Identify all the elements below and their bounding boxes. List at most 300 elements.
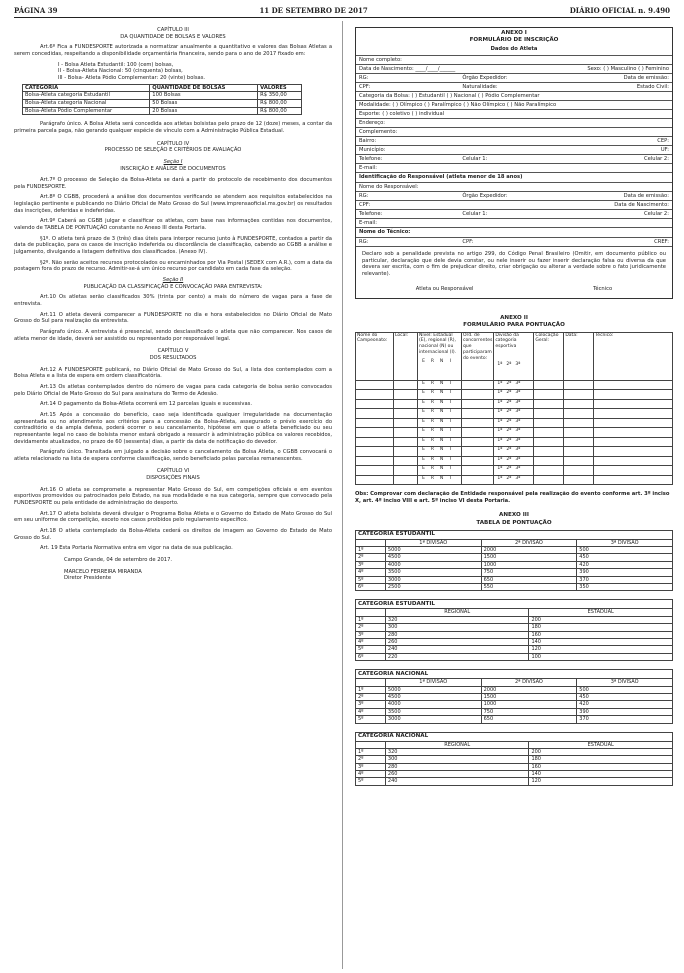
form-field-label: Data de Nascimento: ____/____/______ <box>359 65 456 72</box>
gazette-issue: DIÁRIO OFICIAL n. 9.490 <box>569 5 670 15</box>
table-cell <box>564 447 594 457</box>
table-header: QUANTIDADE DE BOLSAS <box>150 84 258 92</box>
table-row <box>356 686 673 693</box>
table-row <box>356 576 673 583</box>
level-option: E <box>422 475 425 481</box>
table-header: Técnico: <box>594 332 673 380</box>
table-cell <box>494 447 534 457</box>
scoring-table <box>355 669 673 723</box>
form-row <box>356 73 672 82</box>
table-header <box>356 679 386 686</box>
table-row <box>356 428 673 438</box>
table-cell <box>356 428 394 438</box>
level-option: N <box>439 399 444 405</box>
form-field-label: Sexo: ( ) Masculino ( ) Feminino <box>587 65 669 72</box>
level-option: N <box>439 380 444 386</box>
table-cell: Bolsa-Atleta categoria Estudantil <box>23 92 150 100</box>
scoring-table <box>355 599 673 661</box>
division-option: 2ª <box>506 380 512 386</box>
division-option: 1ª <box>497 456 503 462</box>
level-option: N <box>439 390 444 396</box>
division-option: 1ª <box>497 428 503 434</box>
form-row <box>356 55 672 64</box>
table-cell: 1º <box>356 686 386 693</box>
table-row <box>356 716 673 723</box>
table-cell: 4º <box>356 569 386 576</box>
table-cell: 3º <box>356 763 386 770</box>
level-option: I <box>449 390 452 396</box>
form-row <box>356 209 672 218</box>
form-row <box>356 145 672 154</box>
table-cell <box>356 399 394 409</box>
bolsa-items <box>58 62 332 82</box>
table-cell: 220 <box>385 653 529 660</box>
table-cell <box>418 475 462 485</box>
level-option: E <box>422 409 425 415</box>
table-cell: 3º <box>356 701 386 708</box>
table-cell: Bolsa-Atleta Pódio Complementar <box>23 107 150 115</box>
table-cell <box>534 447 564 457</box>
level-option: E <box>422 466 425 472</box>
division-option: 3ª <box>515 475 521 481</box>
table-cell <box>534 380 564 390</box>
level-option: I <box>449 399 452 405</box>
table-cell: 4500 <box>385 693 481 700</box>
table-cell: 550 <box>481 584 577 591</box>
table-cell: 100 <box>529 653 673 660</box>
table-cell: 750 <box>481 569 577 576</box>
table-cell <box>356 475 394 485</box>
table-cell: 5º <box>356 646 386 653</box>
section-2-subtitle: PUBLICAÇÃO DA CLASSIFICAÇÃO E CONVOCAÇÃO PARA ENTREVISTA: <box>83 283 263 290</box>
form-field-label: RG: <box>359 74 369 81</box>
table-header <box>356 741 386 748</box>
division-option: 1ª <box>497 447 503 453</box>
division-option: 3ª <box>515 447 521 453</box>
table-cell <box>462 409 494 419</box>
table-cell <box>418 409 462 419</box>
level-option: R <box>430 409 435 415</box>
form-field-label: CPF: <box>359 201 371 208</box>
table-cell: 200 <box>529 748 673 755</box>
level-option: R <box>430 456 435 462</box>
table-header: CATEGORIA <box>23 84 150 92</box>
level-header <box>418 332 462 380</box>
table-header: REGIONAL <box>385 741 529 748</box>
level-option: E <box>422 456 425 462</box>
table-row <box>356 748 673 755</box>
chapter-3-title: CAPÍTULO III <box>157 27 189 33</box>
table-header: Local: <box>394 332 418 380</box>
anexo-2-subtitle: FORMULÁRIO PARA PONTUAÇÃO <box>463 322 565 329</box>
table-cell <box>418 380 462 390</box>
table-cell <box>356 456 394 466</box>
table-cell: R <box>430 358 435 364</box>
form-field-label: Município: <box>359 146 386 153</box>
form-field-label: RG: <box>359 192 369 199</box>
table-cell: 5º <box>356 716 386 723</box>
article-9: Art.9º Caberá ao CGBB julgar e classificar os atletas, com base nas informações contidas nos documentos, valendo de TABELA DE PONTUAÇÃO constante no Anexo III desta Portaria. <box>14 218 332 232</box>
table-cell: 180 <box>529 756 673 763</box>
table-row <box>356 638 673 645</box>
division-option: 1ª <box>497 418 503 424</box>
table-cell: 2500 <box>385 584 481 591</box>
table-cell <box>534 466 564 476</box>
category-title: CATEGORIA NACIONAL <box>356 732 673 741</box>
table-cell: 6º <box>356 584 386 591</box>
table-cell: 120 <box>529 646 673 653</box>
table-row <box>356 466 673 476</box>
table-cell <box>594 390 673 400</box>
division-option: 1ª <box>497 399 503 405</box>
table-cell <box>418 437 462 447</box>
division-option: 3ª <box>515 466 521 472</box>
table-cell: 320 <box>385 748 529 755</box>
level-option: I <box>449 447 452 453</box>
table-cell <box>594 456 673 466</box>
table-cell <box>394 466 418 476</box>
table-cell: 4000 <box>385 561 481 568</box>
table-header: 2ª DIVISÃO <box>481 679 577 686</box>
division-option: 2ª <box>506 466 512 472</box>
article-17: Art.17 O atleta bolsista deverá divulgar o Programa Bolsa Atleta e o Governo do Estado de Mato Grosso do Sul em seu uniforme de competição, exceto nos casos proibidos pelo regulamento específico. <box>14 510 332 524</box>
guardian-heading: Identificação do Responsável (atleta menor de 18 anos) <box>356 172 672 182</box>
form-row <box>356 200 672 209</box>
table-cell: 4º <box>356 638 386 645</box>
chapter-5-title: CAPÍTULO V <box>157 348 189 355</box>
table-cell <box>418 466 462 476</box>
table-header-row <box>356 332 673 380</box>
table-cell: 1º <box>356 616 386 623</box>
form-field-label: Celular 2: <box>643 210 669 217</box>
anexo-3-subtitle: TABELA DE PONTUAÇÃO <box>476 519 552 526</box>
table-cell: 500 <box>577 686 673 693</box>
section-2-title: Seção II <box>162 277 184 284</box>
form-row <box>356 182 672 191</box>
form-field-label: CREF: <box>654 238 669 245</box>
table-row <box>356 756 673 763</box>
division-option: 1ª <box>497 409 503 415</box>
table-cell <box>394 428 418 438</box>
table-cell <box>356 466 394 476</box>
table-cell <box>462 456 494 466</box>
division-option: 3ª <box>515 380 521 386</box>
level-option: R <box>430 466 435 472</box>
table-cell <box>494 437 534 447</box>
division-option: 1ª <box>497 466 503 472</box>
table-cell: 4º <box>356 708 386 715</box>
table-header-row <box>356 679 673 686</box>
table-cell <box>534 399 564 409</box>
chapter-4-heading <box>14 141 332 154</box>
table-cell <box>494 399 534 409</box>
table-cell <box>394 447 418 457</box>
level-option: R <box>430 390 435 396</box>
place-date: Campo Grande, 04 de setembro de 2017. <box>64 557 173 564</box>
table-cell <box>594 409 673 419</box>
table-cell <box>594 418 673 428</box>
form-field-label: Estado Civil: <box>636 83 669 90</box>
level-option: I <box>449 437 452 443</box>
table-cell <box>462 380 494 390</box>
article-6: Art.6º Fica a FUNDESPORTE autorizada a normatizar anualmente a quantitativo e valores das Bolsas Atletas a serem concedidas, respeitando a disponibilidade orçamentária financeira, sendo para o ano de 2017 fixado em: <box>14 44 332 57</box>
form-row <box>356 82 672 91</box>
table-cell: 260 <box>385 638 529 645</box>
table-cell <box>564 409 594 419</box>
division-option: 1ª <box>497 390 503 396</box>
division-option: 2ª <box>506 409 512 415</box>
table-cell: 650 <box>481 716 577 723</box>
article-14: Art.14 O pagamento da Bolsa-Atleta ocorrerá em 12 parcelas iguais e sucessivas. <box>40 401 252 408</box>
table-cell: 4º <box>356 771 386 778</box>
table-cell <box>494 456 534 466</box>
table-cell: 2ª <box>506 361 512 367</box>
chapter-5-subtitle: DOS RESULTADOS <box>149 354 197 361</box>
table-row <box>356 584 673 591</box>
table-cell <box>534 437 564 447</box>
table-cell <box>534 456 564 466</box>
table-header-row <box>23 84 302 92</box>
chapter-5-heading <box>14 348 332 361</box>
table-cell <box>394 409 418 419</box>
left-column <box>14 27 332 967</box>
table-cell <box>356 380 394 390</box>
table-row <box>356 653 673 660</box>
form-field-label: CPF: <box>462 238 474 245</box>
table-cell <box>564 428 594 438</box>
table-cell <box>394 399 418 409</box>
table-header-row <box>356 539 673 546</box>
table-cell <box>462 466 494 476</box>
table-cell: 4000 <box>385 701 481 708</box>
issue-date: 11 DE SETEMBRO DE 2017 <box>259 5 368 15</box>
table-cell <box>564 399 594 409</box>
table-cell <box>594 428 673 438</box>
level-option: N <box>439 456 444 462</box>
table-cell: 420 <box>577 561 673 568</box>
table-cell <box>462 447 494 457</box>
table-row <box>356 561 673 568</box>
division-option: 2ª <box>506 399 512 405</box>
table-row <box>356 646 673 653</box>
table-cell <box>462 418 494 428</box>
table-cell: 420 <box>577 701 673 708</box>
form-field-label: CPF: <box>359 83 371 90</box>
paragraph-unico-3: Parágrafo único. Transitada em julgado a decisão sobre o cancelamento da Bolsa Atleta, o CGBB convocará o atleta relacionado na lista de espera conforme classificação, sendo beneficiado pelas parcelas remanescentes. <box>14 449 332 462</box>
form-row <box>356 100 672 109</box>
table-cell <box>564 456 594 466</box>
table-cell: 370 <box>577 576 673 583</box>
article-8: Art.8º O CGBB, procederá a análise dos documentos verificando se atendem aos requisitos estabelecidos na legislação pertinente e publicando no Diário Oficial de Mato Grosso do Sul (www.imprensaoficial.ms.gov.br) os resultados das inscrições, deferidas e indeferidas. <box>14 194 332 214</box>
declaration-text: Declaro sob a penalidade prevista no artigo 299, do Código Penal Brasileiro (Omitir, em documento público ou particular, declaração que dele devia constar, ou nele inserir ou fazer inserir declaração falsa ou diversa da que devera ser escrita, com o fim de prejudicar direito, criar obrigação ou alterar a verdade sobre o fato juridicamente relevante). <box>362 250 666 277</box>
table-row <box>356 778 673 785</box>
table-cell: R$ 800,00 <box>258 107 302 115</box>
table-cell: 1000 <box>481 701 577 708</box>
article-11: Art.11 O atleta deverá comparecer a FUNDESPORTE no dia e hora estabelecidos no Diário Oficial de Mato Grosso do Sul para realização da entrevista. <box>14 311 332 325</box>
level-option: I <box>449 380 452 386</box>
table-cell: I <box>449 358 452 364</box>
division-option: 3ª <box>515 418 521 424</box>
table-cell <box>534 390 564 400</box>
page-number: PÁGINA 39 <box>14 5 58 15</box>
table-cell: 390 <box>577 708 673 715</box>
table-cell <box>494 409 534 419</box>
table-cell <box>594 475 673 485</box>
table-cell: 160 <box>529 763 673 770</box>
category-row <box>356 530 673 539</box>
form-field-label: Naturalidade: <box>462 83 498 90</box>
table-cell: 240 <box>385 646 529 653</box>
table-cell <box>356 437 394 447</box>
division-option: 3ª <box>515 390 521 396</box>
table-cell <box>494 475 534 485</box>
level-option: N <box>439 447 444 453</box>
form-row <box>356 109 672 118</box>
table-cell <box>534 409 564 419</box>
column-divider <box>342 21 343 969</box>
table-cell <box>356 409 394 419</box>
level-option: R <box>430 428 435 434</box>
division-option: 3ª <box>515 428 521 434</box>
category-row <box>356 732 673 741</box>
table-cell: 2º <box>356 693 386 700</box>
table-cell: 3000 <box>385 576 481 583</box>
form-field-label: Data de Nascimento: <box>614 201 669 208</box>
category-title: CATEGORIA ESTUDANTIL <box>356 530 673 539</box>
level-option: E <box>422 428 425 434</box>
chapter-3-subtitle: DA QUANTIDADE DE BOLSAS E VALORES <box>120 33 226 40</box>
table-cell: 1ª <box>497 361 503 367</box>
form-field-label: E-mail: <box>359 164 378 171</box>
table-cell: 350 <box>577 584 673 591</box>
level-option: N <box>439 428 444 434</box>
declaration-block <box>356 246 672 298</box>
table-cell <box>564 380 594 390</box>
table-header: ESTADUAL <box>529 609 673 616</box>
level-option: R <box>430 475 435 481</box>
bolsa-item: III - Bolsa- Atleta Pódio Complementar: 20 (vinte) bolsas. <box>58 74 206 81</box>
division-labels <box>495 362 532 368</box>
table-row <box>356 763 673 770</box>
table-cell <box>594 380 673 390</box>
signature-block <box>64 557 332 582</box>
table-header: Divisão da categoria esportiva <box>495 332 519 350</box>
form-field-label: Celular 1: <box>462 155 488 162</box>
level-option: I <box>449 466 452 472</box>
coach-heading: Nome do Técnico: <box>356 227 672 237</box>
table-row <box>356 456 673 466</box>
table-cell: 100 Bolsas <box>150 92 258 100</box>
table-cell <box>594 399 673 409</box>
division-option: 2ª <box>506 447 512 453</box>
right-column <box>355 27 673 967</box>
table-cell: 1500 <box>481 693 577 700</box>
paragraph-1: §1º. O atleta terá prazo de 3 (três) dias úteis para interpor recurso junto à FUNDESPORTE, contados a partir da data de publicação, para os casos de inscrição indeferida ou discordância de classificação, cabendo ao CGBB a análise e julgamento, divulgando a listagem definitiva dos classificados. (Anexo IV). <box>14 235 332 256</box>
table-cell <box>462 437 494 447</box>
chapter-6-heading <box>14 468 332 481</box>
table-cell: 3º <box>356 631 386 638</box>
form-row <box>356 136 672 145</box>
table-cell: 3500 <box>385 569 481 576</box>
table-cell: 140 <box>529 638 673 645</box>
table-row <box>356 701 673 708</box>
table-cell: 1º <box>356 748 386 755</box>
table-cell: 240 <box>385 778 529 785</box>
table-cell <box>462 475 494 485</box>
division-option: 3ª <box>515 437 521 443</box>
table-cell: 320 <box>385 616 529 623</box>
level-option: R <box>430 399 435 405</box>
table-cell <box>394 437 418 447</box>
table-cell <box>494 390 534 400</box>
article-16: Art.16 O atleta se compromete a representar Mato Grosso do Sul, em competições oficiais e em eventos esportivos promovidos ou patrocinados pelo Estado, na sua modalidade e na sua categoria, sempre que convocado pela FUNDESPORTE ou pela entidade de administração do desporto. <box>14 486 332 507</box>
table-row <box>356 399 673 409</box>
table-cell: 450 <box>577 554 673 561</box>
table-cell: 3500 <box>385 708 481 715</box>
table-cell <box>462 428 494 438</box>
athlete-data-heading: Dados do Atleta <box>490 46 538 53</box>
table-row <box>356 390 673 400</box>
table-cell <box>564 390 594 400</box>
level-letters <box>419 359 460 365</box>
table-header-row <box>356 741 673 748</box>
category-row <box>356 670 673 679</box>
table-cell: 5º <box>356 778 386 785</box>
table-cell <box>494 380 534 390</box>
level-option: I <box>449 418 452 424</box>
table-header: Data: <box>564 332 594 380</box>
scoring-tables <box>355 530 673 786</box>
article-10: Art.10 Os atletas serão classificados 30% (trinta por cento) a mais do número de vagas para a fase de entrevista. <box>14 294 332 307</box>
level-option: E <box>422 399 425 405</box>
table-cell: R$ 350,00 <box>258 92 302 100</box>
level-option: E <box>422 418 425 424</box>
division-header <box>494 332 534 380</box>
table-cell <box>534 475 564 485</box>
table-cell: 200 <box>529 616 673 623</box>
level-option: N <box>439 466 444 472</box>
table-cell: 180 <box>529 624 673 631</box>
form-field-label: Nome do Responsável: <box>359 183 419 190</box>
table-cell: 500 <box>577 547 673 554</box>
table-header: ESTADUAL <box>529 741 673 748</box>
form-field-label: Bairro: <box>359 137 377 144</box>
table-row <box>356 631 673 638</box>
table-row <box>23 99 302 107</box>
guardian-fields <box>356 182 672 227</box>
table-header: Colocação Geral: <box>534 332 564 380</box>
table-cell <box>534 428 564 438</box>
table-row <box>356 380 673 390</box>
table-cell <box>494 466 534 476</box>
table-cell: R$ 800,00 <box>258 99 302 107</box>
form-field-label: Endereço: <box>359 119 386 126</box>
table-row <box>356 475 673 485</box>
table-row <box>23 107 302 115</box>
section-1-title: Seção I <box>163 158 183 165</box>
division-option: 2ª <box>506 428 512 434</box>
table-cell <box>564 437 594 447</box>
bolsa-item: II - Bolsa-Atleta Nacional: 50 (cinquenta) bolsas, <box>58 68 183 75</box>
article-13: Art.13 Os atletas contemplados dentro do número de vagas para cada categoria de bolsa serão convocados pelo Diário Oficial de Mato Grosso do Sul para assinatura do Termo de Adesão. <box>14 383 332 397</box>
form-field-label: Órgão Expedidor: <box>462 74 508 81</box>
table-row <box>356 708 673 715</box>
coach-signature-label: Técnico <box>593 285 613 292</box>
table-cell: 2º <box>356 624 386 631</box>
level-option: N <box>439 409 444 415</box>
table-row <box>356 616 673 623</box>
table-cell: 2000 <box>481 686 577 693</box>
